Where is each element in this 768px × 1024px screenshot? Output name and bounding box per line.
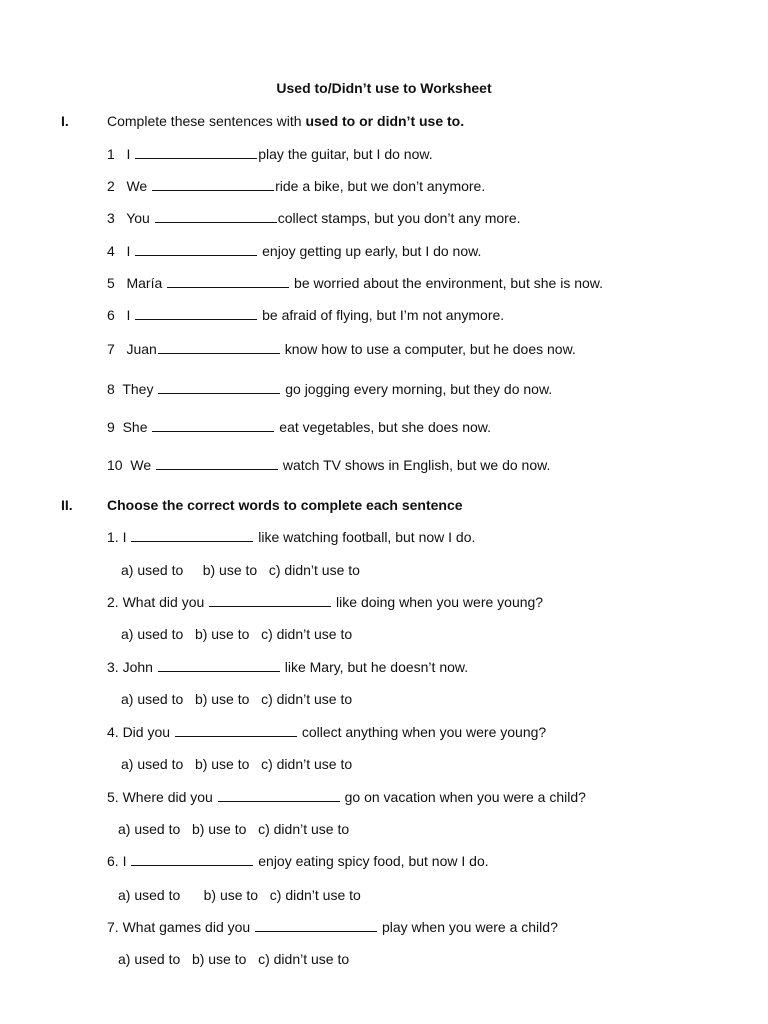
exercise-item-9 (107, 419, 491, 435)
question-1 (107, 529, 475, 545)
item-subject: She (122, 419, 148, 435)
answer-blank[interactable] (158, 341, 280, 354)
question-5-options (118, 821, 349, 837)
item-subject: We (130, 457, 152, 473)
question-text-end: like Mary, but he doesn’t now. (280, 659, 469, 675)
section-2-number: II. (61, 497, 73, 513)
question-6-options (118, 887, 361, 903)
option-c[interactable]: c) didn’t use to (258, 951, 350, 967)
question-text: 7. What games did you (107, 919, 255, 935)
item-number: 10 (107, 457, 123, 473)
option-b[interactable]: b) use to (194, 626, 250, 642)
option-a[interactable]: a) used to (121, 562, 184, 578)
question-text-end: play when you were a child? (378, 919, 558, 935)
question-6 (107, 853, 489, 869)
item-text: ride a bike, but we don’t anymore. (275, 178, 486, 194)
item-subject: They (122, 381, 154, 397)
option-b[interactable]: b) use to (194, 756, 250, 772)
item-number: 8 (107, 381, 115, 397)
answer-blank[interactable] (135, 243, 257, 256)
item-subject: Juan (126, 341, 157, 357)
question-3-options (121, 691, 352, 707)
item-text: be worried about the environment, but she is now. (290, 275, 604, 291)
item-subject: We (126, 178, 148, 194)
question-text-end: collect anything when you were young? (297, 724, 547, 740)
item-text: be afraid of flying, but I’m not anymore. (258, 307, 505, 323)
question-3 (107, 659, 468, 675)
answer-blank[interactable] (155, 210, 277, 223)
option-c[interactable]: c) didn’t use to (261, 691, 353, 707)
answer-blank[interactable] (131, 853, 253, 866)
answer-blank[interactable] (175, 724, 297, 737)
section-2-instruction: Choose the correct words to complete each sentence (107, 497, 463, 513)
answer-blank[interactable] (152, 178, 274, 191)
answer-blank[interactable] (135, 146, 257, 159)
answer-blank[interactable] (255, 919, 377, 932)
option-a[interactable]: a) used to (118, 821, 181, 837)
item-number: 9 (107, 419, 115, 435)
exercise-item-3 (107, 210, 521, 226)
item-number: 2 (107, 178, 115, 194)
option-b[interactable]: b) use to (191, 951, 247, 967)
question-text: 6. I (107, 853, 131, 869)
answer-blank[interactable] (167, 275, 289, 288)
item-number: 7 (107, 341, 115, 357)
option-c[interactable]: c) didn’t use to (268, 562, 360, 578)
exercise-item-1 (107, 146, 433, 162)
answer-blank[interactable] (158, 659, 280, 672)
item-text: eat vegetables, but she does now. (275, 419, 491, 435)
item-number: 4 (107, 243, 115, 259)
answer-blank[interactable] (131, 529, 253, 542)
question-4 (107, 724, 546, 740)
question-2 (107, 594, 543, 610)
item-number: 5 (107, 275, 115, 291)
question-text-end: enjoy eating spicy food, but now I do. (254, 853, 489, 869)
question-text: 1. I (107, 529, 131, 545)
answer-blank[interactable] (209, 594, 331, 607)
question-7 (107, 919, 558, 935)
exercise-item-8 (107, 381, 552, 397)
item-number: 6 (107, 307, 115, 323)
option-a[interactable]: a) used to (118, 951, 181, 967)
item-subject: You (126, 210, 150, 226)
option-b[interactable]: b) use to (191, 821, 247, 837)
option-a[interactable]: a) used to (118, 887, 181, 903)
question-1-options (121, 562, 360, 578)
option-b[interactable]: b) use to (202, 562, 258, 578)
question-text: 2. What did you (107, 594, 209, 610)
question-text-end: go on vacation when you were a child? (340, 789, 586, 805)
item-text: watch TV shows in English, but we do now. (279, 457, 551, 473)
question-2-options (121, 626, 352, 642)
exercise-item-10 (107, 457, 550, 473)
section-1-instruction-bold: used to or didn’t use to. (305, 113, 465, 129)
option-c[interactable]: c) didn’t use to (261, 626, 353, 642)
option-a[interactable]: a) used to (121, 626, 184, 642)
item-subject: I (126, 146, 131, 162)
item-text: enjoy getting up early, but I do now. (258, 243, 482, 259)
section-1-instruction-text: Complete these sentences with (107, 113, 306, 129)
exercise-item-2 (107, 178, 485, 194)
answer-blank[interactable] (152, 419, 274, 432)
item-subject: María (126, 275, 163, 291)
question-4-options (121, 756, 352, 772)
option-a[interactable]: a) used to (121, 756, 184, 772)
answer-blank[interactable] (158, 381, 280, 394)
exercise-item-7 (107, 341, 576, 357)
item-subject: I (126, 307, 131, 323)
question-text: 3. John (107, 659, 157, 675)
page-title: Used to/Didn’t use to Worksheet (276, 80, 492, 96)
question-text: 4. Did you (107, 724, 174, 740)
item-number: 3 (107, 210, 115, 226)
option-c[interactable]: c) didn’t use to (258, 821, 350, 837)
question-text-end: like watching football, but now I do. (254, 529, 476, 545)
option-b[interactable]: b) use to (194, 691, 250, 707)
exercise-item-5 (107, 275, 603, 291)
item-subject: I (126, 243, 131, 259)
option-c[interactable]: c) didn’t use to (269, 887, 361, 903)
item-text: go jogging every morning, but they do now. (281, 381, 553, 397)
item-text: play the guitar, but I do now. (258, 146, 433, 162)
answer-blank[interactable] (135, 307, 257, 320)
exercise-item-6 (107, 307, 504, 323)
item-number: 1 (107, 146, 115, 162)
option-a[interactable]: a) used to (121, 691, 184, 707)
option-b[interactable]: b) use to (203, 887, 259, 903)
question-5 (107, 789, 586, 805)
option-c[interactable]: c) didn’t use to (261, 756, 353, 772)
answer-blank[interactable] (156, 457, 278, 470)
item-text: know how to use a computer, but he does now. (280, 341, 576, 357)
question-text: 5. Where did you (107, 789, 217, 805)
question-7-options (118, 951, 349, 967)
question-text-end: like doing when you were young? (332, 594, 544, 610)
answer-blank[interactable] (218, 789, 340, 802)
section-1-instruction (107, 113, 464, 129)
exercise-item-4 (107, 243, 481, 259)
section-1-number: I. (61, 113, 69, 129)
item-text: collect stamps, but you don’t any more. (277, 210, 521, 226)
